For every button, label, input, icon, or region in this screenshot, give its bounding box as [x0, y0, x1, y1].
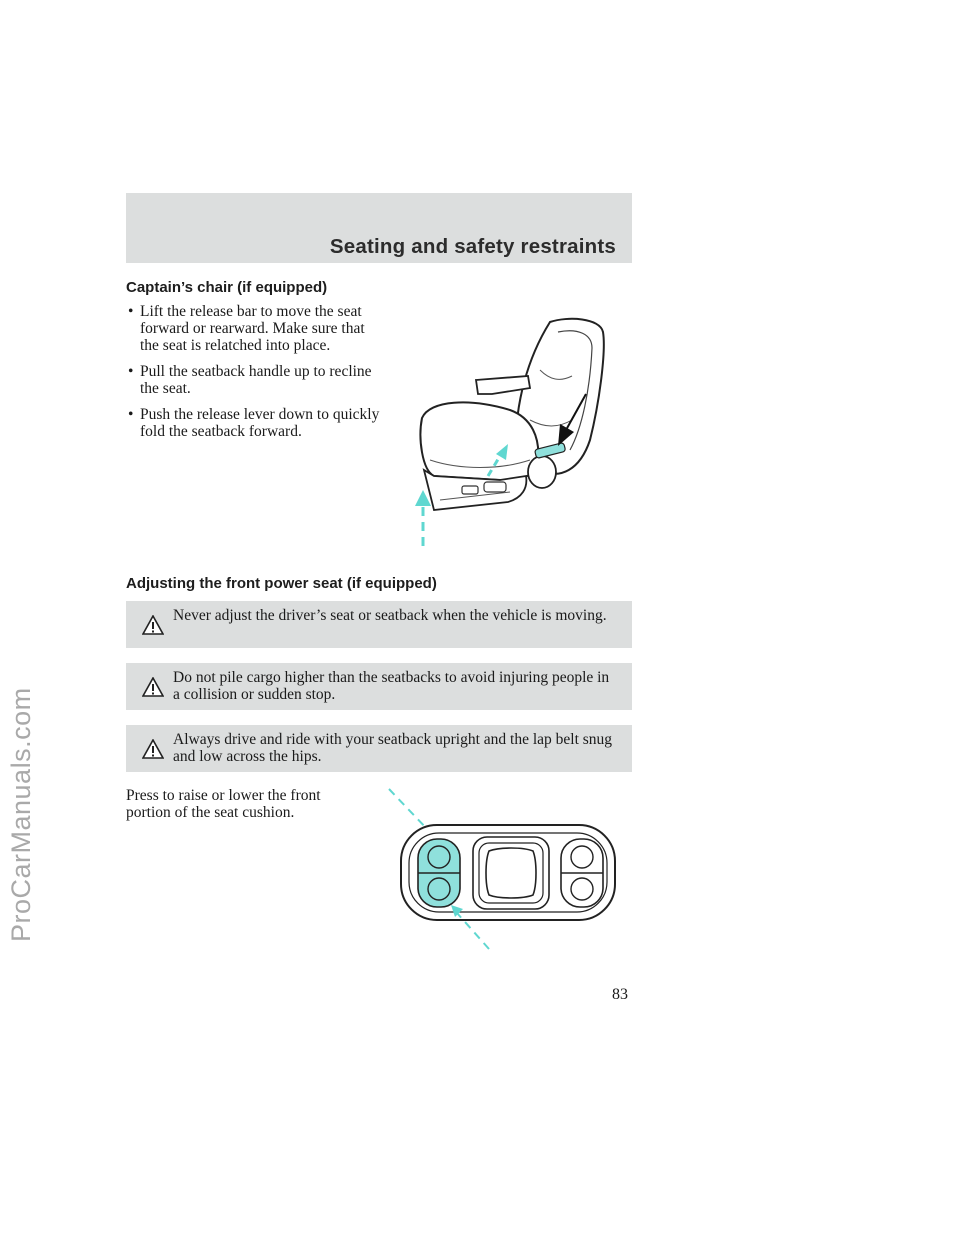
warning-text: Never adjust the driver’s seat or seatback when the vehicle is moving. — [173, 607, 607, 624]
warning-box — [126, 725, 632, 772]
bullet-icon: • — [128, 406, 134, 423]
header-band — [126, 193, 632, 263]
warning-triangle-icon — [142, 739, 164, 759]
page-title: Seating and safety restraints — [329, 235, 616, 258]
warning-text: Do not pile cargo higher than the seatbacks to avoid injuring people in a collision or sudden stop. — [173, 669, 610, 703]
warning-box — [126, 663, 632, 710]
list-item: • Pull the seatback handle up to recline the seat. — [128, 363, 372, 397]
bullet-icon: • — [128, 363, 134, 380]
warning-triangle-icon — [142, 615, 164, 635]
list-item: • Lift the release bar to move the seat forward or rearward. Make sure that the seat is relatched into place. — [128, 303, 365, 354]
watermark: ProCarManuals.com — [6, 687, 36, 942]
section-heading-power-seat: Adjusting the front power seat (if equipped) — [126, 575, 437, 592]
power-seat-instructions: Press to raise or lower the front portion of the seat cushion. — [126, 787, 321, 821]
section-heading-captains-chair: Captain’s chair (if equipped) — [126, 279, 328, 296]
power-seat-control-illustration — [385, 785, 625, 955]
warning-box — [126, 601, 632, 648]
bullet-icon: • — [128, 303, 134, 320]
bullet-list — [126, 303, 386, 449]
captains-chair-illustration — [400, 310, 625, 550]
list-item: • Push the release lever down to quickly fold the seatback forward. — [128, 406, 380, 440]
warning-text: Always drive and ride with your seatback upright and the lap belt snug and low across the hips. — [173, 731, 613, 765]
page-number: 83 — [612, 986, 628, 1003]
warning-triangle-icon — [142, 677, 164, 697]
